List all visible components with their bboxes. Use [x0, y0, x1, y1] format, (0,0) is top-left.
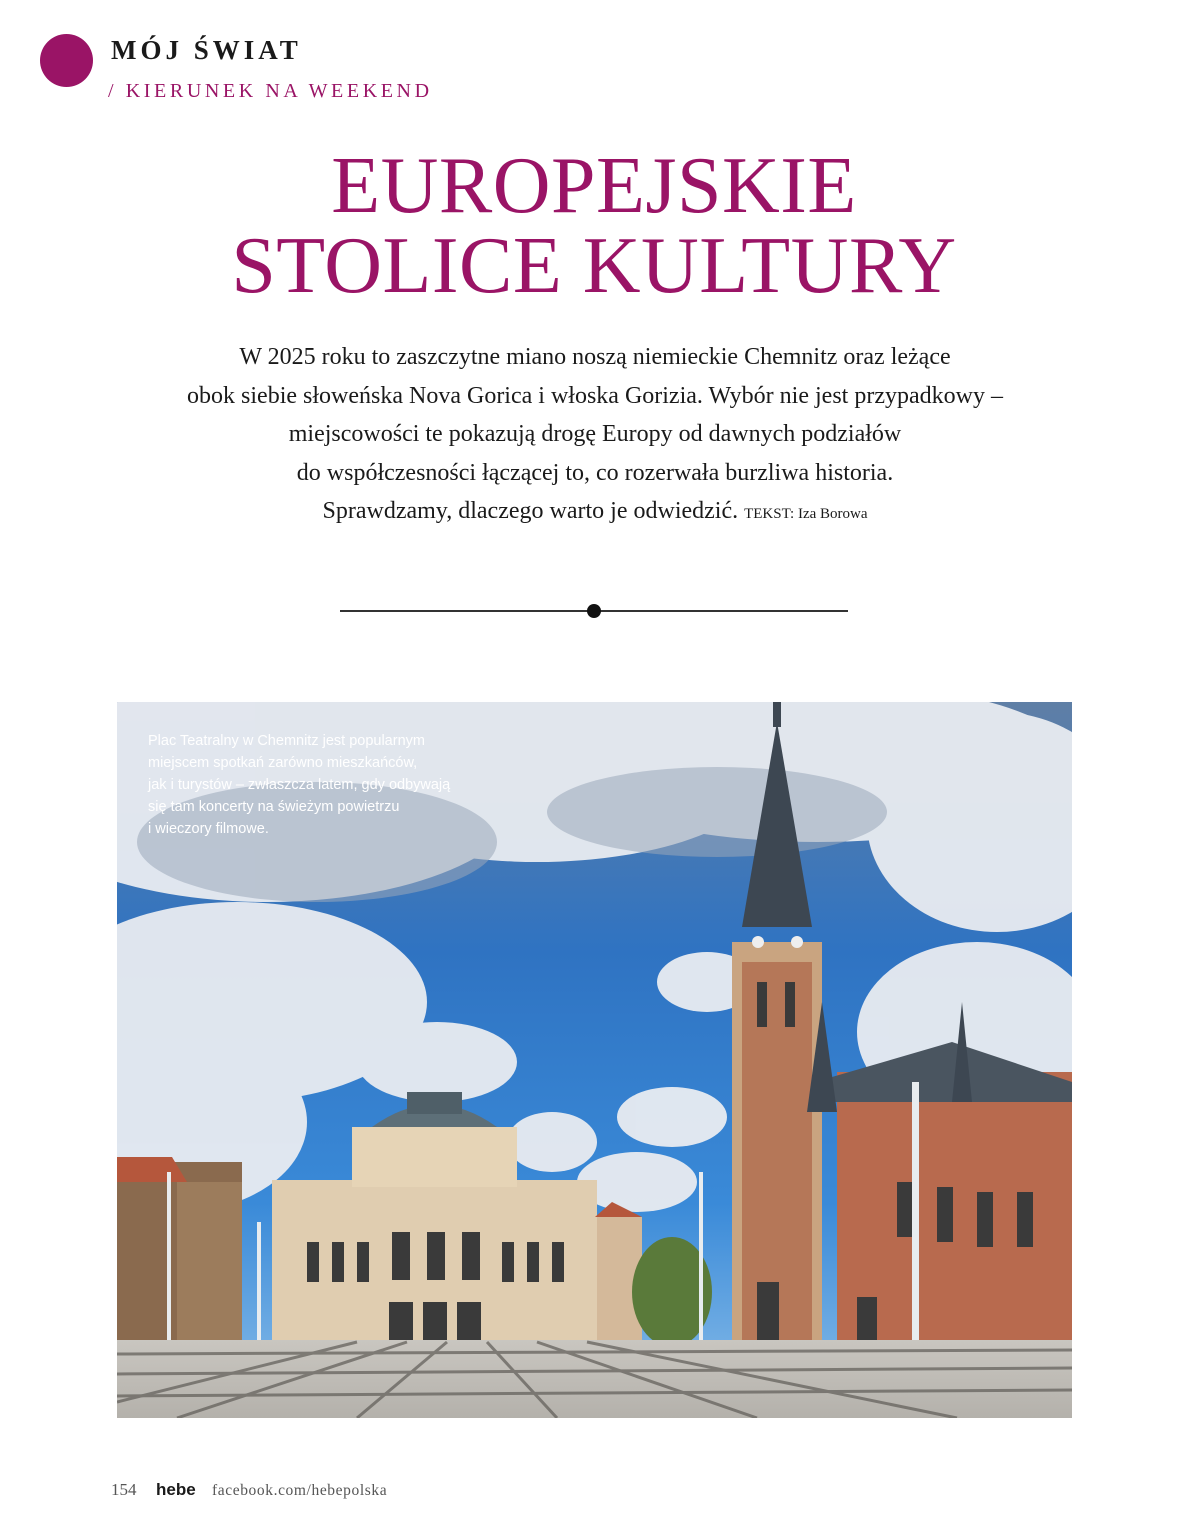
lead-line: Sprawdzamy, dlaczego warto je odwiedzić.: [322, 498, 739, 524]
section-marker-dot: [40, 34, 93, 87]
section-subtitle: / KIERUNEK NA WEEKEND: [108, 80, 433, 102]
article-headline: [0, 142, 1188, 310]
lead-line: obok siebie słoweńska Nova Gorica i włoska Gorizia. Wybór nie jest przypadkowy –: [187, 382, 1003, 409]
caption-line: miejscem spotkań zarówno mieszkańców,: [148, 755, 418, 771]
page-number: 154: [111, 1480, 137, 1499]
divider-dot: [587, 604, 601, 618]
headline-line-2: STOLICE KULTURY: [231, 222, 957, 310]
social-link[interactable]: facebook.com/hebepolska: [212, 1482, 388, 1499]
headline-line-1: EUROPEJSKIE: [331, 142, 857, 230]
caption-line: Plac Teatralny w Chemnitz jest popularnym: [148, 733, 425, 749]
lead-line: do współczesności łączącej to, co rozerwała burzliwa historia.: [296, 459, 894, 486]
caption-line: jak i turystów – zwłaszcza latem, gdy odbywają: [148, 777, 451, 793]
photo-caption: [148, 730, 508, 840]
author-credit: TEKST: Iza Borowa: [744, 506, 868, 522]
brand-logo: hebe: [156, 1480, 196, 1499]
lead-line-last: [95, 492, 1095, 534]
lead-line: W 2025 roku to zaszczytne miano noszą niemieckie Chemnitz oraz leżące: [239, 344, 951, 370]
caption-line: i wieczory filmowe.: [148, 821, 269, 837]
article-lead: [95, 338, 1095, 534]
article-photo: [117, 702, 1072, 1418]
section-title: MÓJ ŚWIAT: [111, 35, 302, 65]
caption-line: się tam koncerty na świeżym powietrzu: [148, 799, 400, 815]
lead-line: miejscowości te pokazują drogę Europy od dawnych podziałów: [288, 421, 902, 447]
